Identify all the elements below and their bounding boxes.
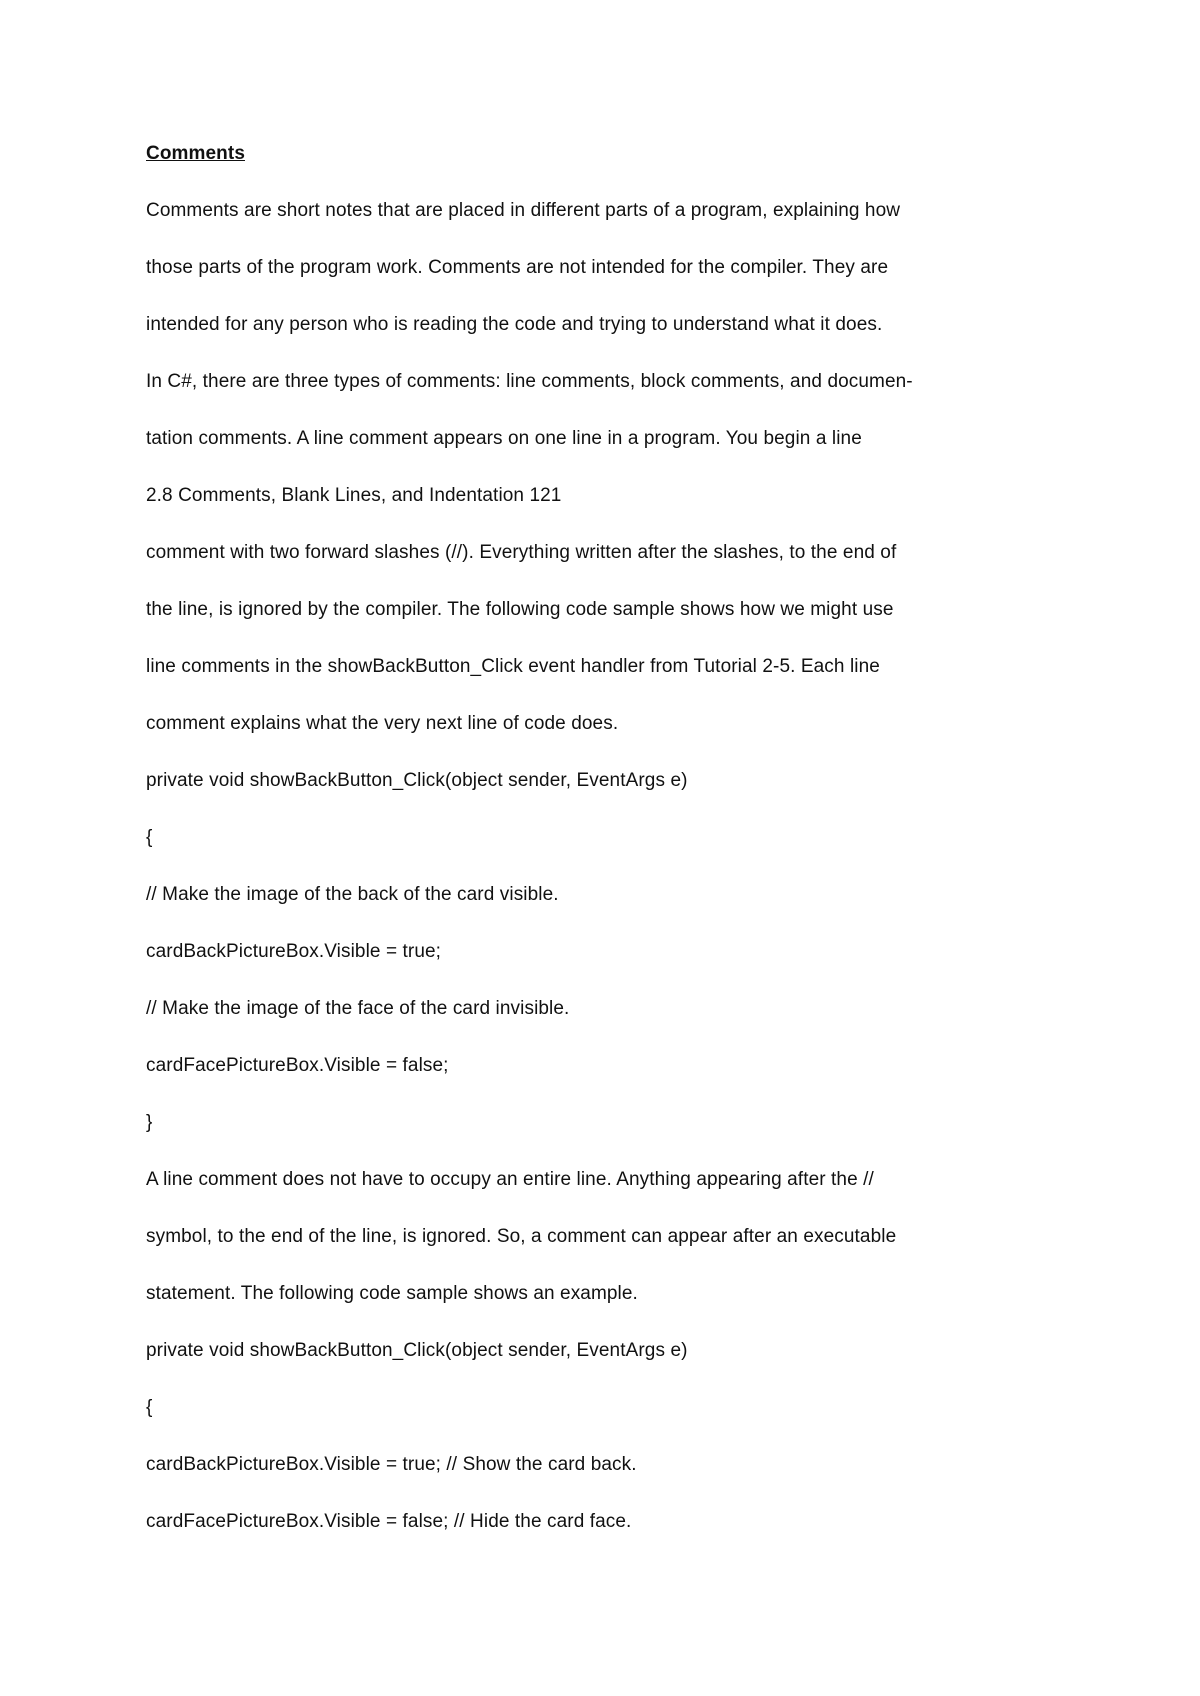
code-line: {	[146, 1397, 153, 1418]
body-line: line comments in the showBackButton_Click event handler from Tutorial 2-5. Each line	[146, 656, 880, 677]
code-line: cardFacePictureBox.Visible = false; // Hide the card face.	[146, 1511, 632, 1532]
body-line: those parts of the program work. Comments are not intended for the compiler. They are	[146, 257, 889, 278]
body-line: statement. The following code sample shows an example.	[146, 1283, 638, 1304]
code-line: cardFacePictureBox.Visible = false;	[146, 1055, 449, 1076]
code-line: cardBackPictureBox.Visible = true; // Show the card back.	[146, 1454, 637, 1475]
code-line: private void showBackButton_Click(object sender, EventArgs e)	[146, 1340, 688, 1361]
body-line: A line comment does not have to occupy an entire line. Anything appearing after the //	[146, 1169, 874, 1190]
code-comment-line: // Make the image of the face of the card invisible.	[146, 998, 570, 1019]
body-line: In C#, there are three types of comments: line comments, block comments, and documen-	[146, 371, 913, 392]
body-line: intended for any person who is reading the code and trying to understand what it does.	[146, 314, 883, 335]
code-comment-line: // Make the image of the back of the card visible.	[146, 884, 559, 905]
code-line: {	[146, 827, 153, 848]
code-line: cardBackPictureBox.Visible = true;	[146, 941, 442, 962]
document-body	[146, 142, 1106, 1567]
code-line: private void showBackButton_Click(object sender, EventArgs e)	[146, 770, 688, 791]
body-line: comment explains what the very next line of code does.	[146, 713, 619, 734]
body-line: the line, is ignored by the compiler. The following code sample shows how we might use	[146, 599, 894, 620]
body-line: symbol, to the end of the line, is ignored. So, a comment can appear after an executable	[146, 1226, 897, 1247]
section-reference-line: 2.8 Comments, Blank Lines, and Indentation 121	[146, 485, 562, 506]
code-line: }	[146, 1112, 153, 1133]
body-line: comment with two forward slashes (//). Everything written after the slashes, to the end of	[146, 542, 897, 563]
body-line: tation comments. A line comment appears on one line in a program. You begin a line	[146, 428, 862, 449]
page-title: Comments	[146, 143, 245, 164]
body-line: Comments are short notes that are placed in different parts of a program, explaining how	[146, 200, 901, 221]
